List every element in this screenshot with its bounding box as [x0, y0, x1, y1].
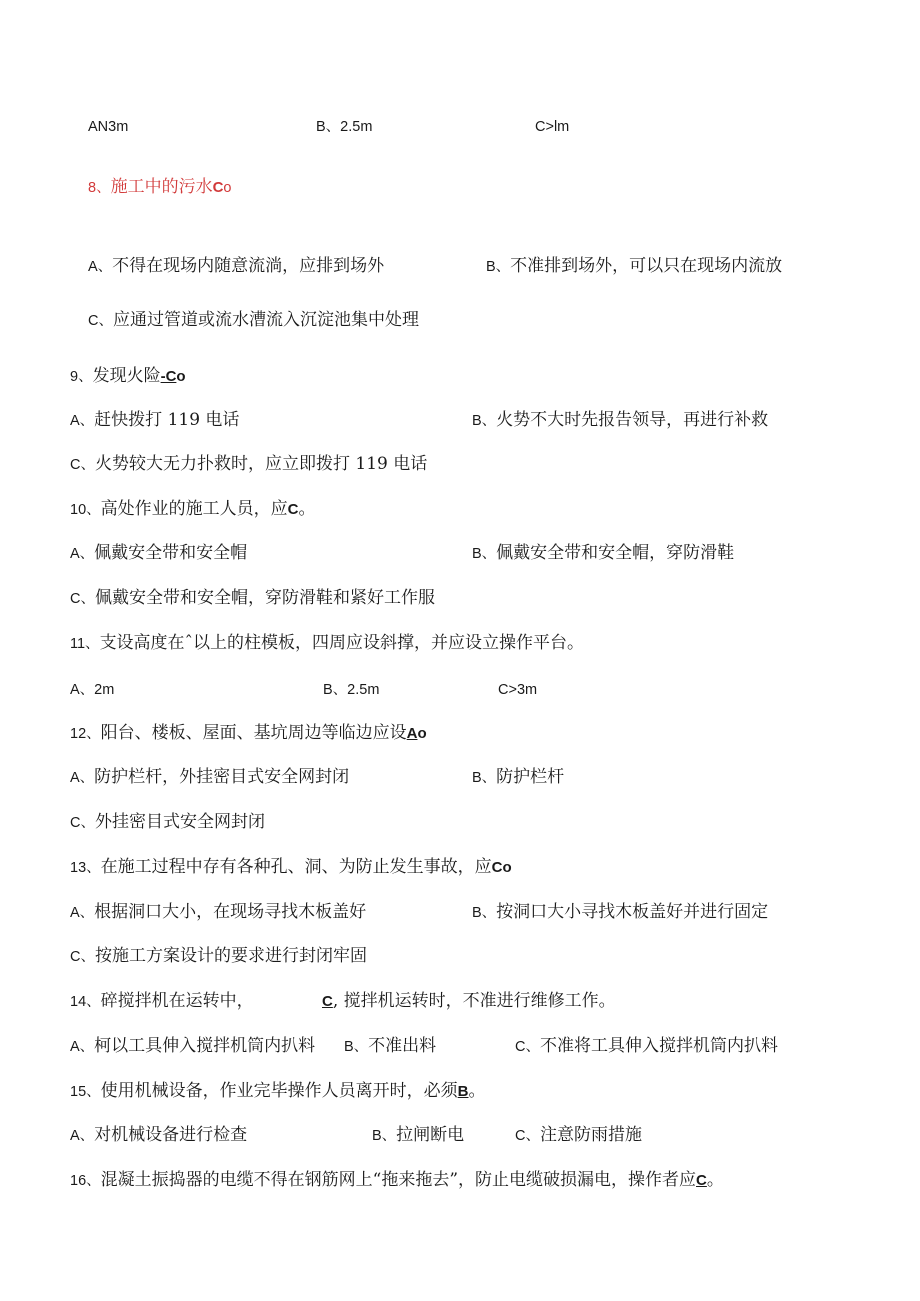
option-c: C>lm [535, 119, 570, 135]
option-a: A、根据洞口大小，在现场寻找木板盖好 [70, 902, 367, 922]
answer-mark: -C [160, 368, 177, 385]
question-text: 碎搅拌机在运转中， [100, 991, 254, 1011]
option-c: C、应通过管道或流水漕流入沉淀池集中处理 [88, 310, 419, 330]
option-c: C、外挂密目式安全网封闭 [70, 812, 265, 832]
option-a: A、赶快拨打 119 电话 [70, 410, 240, 430]
question-number: 16、 [70, 1173, 101, 1189]
option-b: B、不准出料 [344, 1036, 437, 1056]
question-tail: o [417, 725, 427, 742]
question-text: 发现火险 [92, 366, 161, 386]
question-tail: 。 [706, 1170, 724, 1190]
question-number: 13、 [70, 860, 101, 876]
option-b: B、2.5m [316, 119, 373, 135]
option-b: B、不准排到场外，可以只在现场内流放 [486, 256, 783, 276]
option-a: A、柯以工具伸入搅拌机筒内扒料 [70, 1036, 316, 1056]
option-b: B、佩戴安全带和安全帽，穿防滑鞋 [472, 543, 735, 563]
question-tail: o [176, 368, 186, 385]
question-tail: 。 [298, 499, 316, 519]
question-number: 9、 [70, 369, 93, 385]
option-b: B、防护栏杆 [472, 767, 565, 787]
question-number: 12、 [70, 726, 101, 742]
option-c: C、按施工方案设计的要求进行封闭牢固 [70, 946, 367, 966]
answer-mark: A [406, 725, 418, 742]
answer-mark: C [696, 1172, 707, 1189]
question-text: 使用机械设备，作业完毕操作人员离开时，必须 [100, 1081, 458, 1101]
option-c: C、不准将工具伸入搅拌机筒内扒料 [515, 1036, 778, 1056]
option-a: A、防护栏杆，外挂密目式安全网封闭 [70, 767, 350, 787]
option-b: B、按洞口大小寻找木板盖好并进行固定 [472, 902, 769, 922]
question-text: 施工中的污水 [110, 177, 213, 197]
question-text: 在施工过程中存有各种孔、洞、为防止发生事故，应 [100, 857, 492, 877]
answer-mark: C [322, 993, 333, 1010]
answer-mark: C [491, 859, 503, 876]
question-tail: 。 [468, 1081, 486, 1101]
option-c: C>3m [498, 682, 538, 698]
question-tail: o [223, 180, 232, 196]
answer-mark: C [212, 179, 224, 196]
question-text: 支设高度在ˆ以上的柱模板，四周应设斜撑，并应设立操作平台。 [99, 633, 585, 653]
option-c: C、注意防雨措施 [515, 1125, 642, 1145]
option-b: B、拉闸断电 [372, 1125, 465, 1145]
answer-mark: C [287, 501, 299, 518]
question-text: 阳台、楼板、屋面、基坑周边等临边应设 [100, 723, 407, 743]
option-a: A、2m [70, 682, 115, 698]
option-c: C、佩戴安全带和安全帽，穿防滑鞋和紧好工作服 [70, 588, 435, 608]
option-b: B、火势不大时先报告领导，再进行补救 [472, 410, 769, 430]
question-tail: , 搅拌机运转时，不准进行维修工作。 [332, 991, 616, 1011]
question-tail: o [502, 859, 512, 876]
question-number: 14、 [70, 994, 101, 1010]
option-a: A、不得在现场内随意流淌，应排到场外 [88, 256, 385, 276]
option-b: B、2.5m [323, 682, 380, 698]
question-text: 高处作业的施工人员，应 [100, 499, 288, 519]
option-a: A、对机械设备进行检查 [70, 1125, 248, 1145]
option-a: AN3m [88, 119, 129, 135]
option-c: C、火势较大无力扑救时，应立即拨打 119 电话 [70, 454, 428, 474]
question-number: 11、 [70, 636, 100, 652]
answer-mark: B [457, 1083, 469, 1100]
question-number: 8、 [88, 180, 111, 196]
question-number: 10、 [70, 502, 101, 518]
question-number: 15、 [70, 1084, 101, 1100]
question-text: 混凝土振捣器的电缆不得在钢筋网上“拖来拖去”，防止电缆破损漏电，操作者应 [100, 1170, 697, 1190]
option-a: A、佩戴安全带和安全帽 [70, 543, 248, 563]
